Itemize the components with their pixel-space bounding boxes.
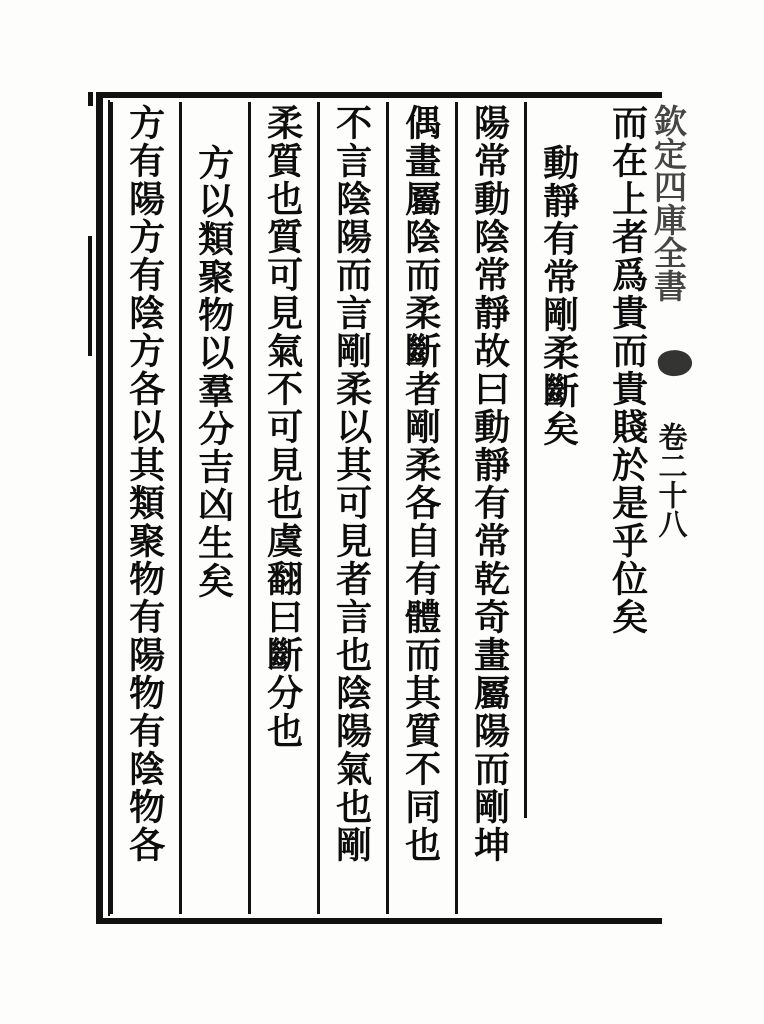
column-text: 不言陰陽而言剛柔以其可見者言也陰陽氣也剛 xyxy=(330,104,373,864)
text-column-4 xyxy=(386,98,455,918)
text-column-7 xyxy=(179,98,248,918)
text-column-8 xyxy=(110,98,179,918)
text-column-5 xyxy=(317,98,386,918)
volume-marker xyxy=(656,422,716,538)
text-column-3 xyxy=(455,98,524,918)
text-column-6 xyxy=(248,98,317,918)
column-text: 而在上者爲貴而貴賤於是乎位矣 xyxy=(606,104,649,636)
text-column-2 xyxy=(524,98,593,918)
margin-tick-top xyxy=(88,92,93,106)
volume-label: 卷二十八 xyxy=(654,422,689,538)
seal-text: 欽定四庫全書 xyxy=(649,104,688,302)
column-text: 方以類聚物以羣分吉凶生矣 xyxy=(192,144,235,600)
library-seal-imprint xyxy=(649,104,748,334)
text-columns xyxy=(103,98,662,918)
margin-tick-middle xyxy=(88,236,92,356)
column-text: 柔質也質可見氣不可見也虞翻曰斷分也 xyxy=(261,104,304,750)
column-text: 陽常動陰常靜故曰動靜有常乾奇畫屬陽而剛坤 xyxy=(468,104,511,864)
ink-blot xyxy=(656,348,693,378)
column-text: 動靜有常剛柔斷矣 xyxy=(537,144,580,448)
right-margin xyxy=(648,92,760,924)
column-text: 偶畫屬陰而柔斷者剛柔各自有體而其質不同也 xyxy=(399,104,442,864)
column-text: 方有陽方有陰方各以其類聚物有陽物有陰物各 xyxy=(123,104,166,864)
